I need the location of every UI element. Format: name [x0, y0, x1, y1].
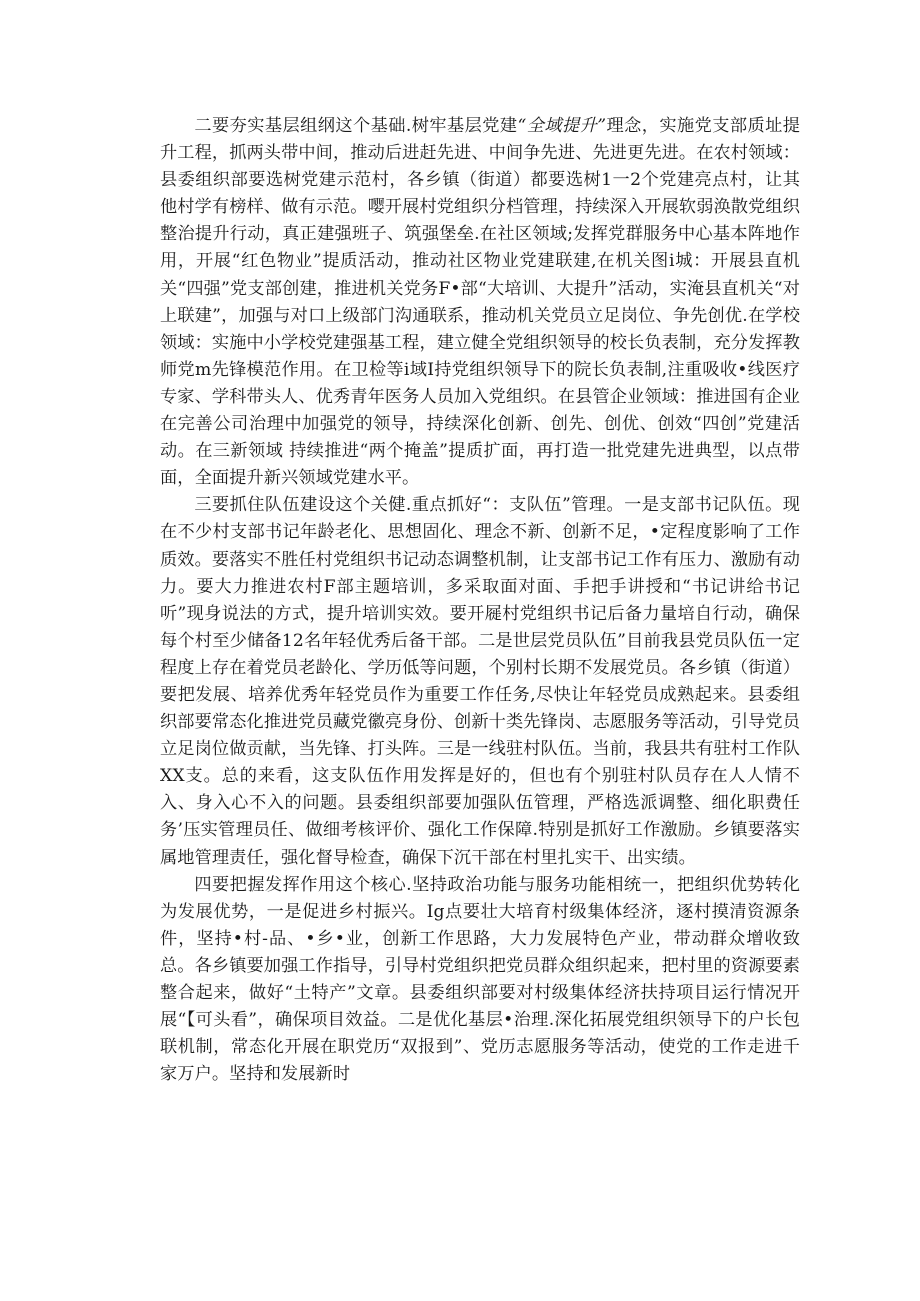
paragraph-core-role	[160, 872, 800, 1089]
paragraph-grassroots-organization	[160, 113, 800, 492]
paragraph-1-text-b: 理念，实施党支部质址提升工程，抓两头带中间，推动后进赶先进、中间争先进、先进更先进。在农村领域：县委组织部要选树党建示范村，各乡镇（街道）都要选树1一2个党建亮点村，让其他村学有榜样、做有示范。嘤开展村党组织分档管理，持续深入开展软弱涣散党组织整治提升行动，真正建强班子、筑强堡垒.在社区领域;发挥党群服务中心基本阵地作用，开展“红色物业”提质活动，推动社区物业党建联建,在机关图i城：开展县直机关“四强”党支部创建，推进机关党务F•部“大培训、大提升”活动，实淹县直机关“对上联建”，加强与对口上级部门沟通联系，推动机关党员立足岗位、争先创优.在学校领域：实施中小学校党建强基工程，建立健全党组织领导的校长负表制，充分发挥教师党m先锋模范作用。在卫检等i域I持党组织领导下的院长负表制,注重吸收•线医疗专家、学科带头人、优秀青年医务人员加入党组织。在县管企业领域：推进国有企业在完善公司治理中加强党的领导，持续深化创新、创先、创优、创效“四创”党建活动。在三新领域 持续推进“两个掩盖”提质扩面，再打造一批党建先进典型，以点带面，全面提升新兴领域党建水平。	[160, 116, 800, 489]
paragraph-1-emphasis: “全域提升”	[517, 116, 607, 136]
paragraph-3-text: 四要把握发挥作用这个核心.坚持政治功能与服务功能相统一，把组织优势转化为发展优势，一是促进乡村振兴。Ig点要壮大培育村级集体经济，逐村摸清资源条件，坚持•村-品、•乡•业，创新工作思路，大力发展特色产业，带动群众增收致总。各乡镇要加强工作指导，引导村党组织把党员群众组织起来，把村里的资源要素整合起来，做好“土特产”文章。县委组织部要对村级集体经济扶持项目运行情况开展“【可头看”，确保项目效益。二是优化基层•治理.深化拓展党组织领导下的户长包联机制，常态化开展在职党历“双报到”、党历志愿服务等活动，使党的工作走进千家万户。坚持和发展新时	[160, 874, 800, 1085]
document-body	[160, 113, 800, 1088]
paragraph-2-text: 三要抓住队伍建设这个关健.重点抓好“：支队伍”管理。一是支部书记队伍。现在不少村支部书记年龄老化、思想固化、理念不新、创新不足，•定程度影响了工作质效。要落实不胜任村党组织书记动态调整机制，让支部书记工作有压力、激励有动力。要大力推进农村F部主题培训，多采取面对面、手把手讲授和“书记讲给书记听”现身说法的方式，提升培训实效。要开屣村党组织书记后备力量培自行动，确保每个村至少储备12名年轻优秀后备干部。二是世层党员队伍”目前我县党员队伍一定程度上存在着党员老龄化、学历低等问题，个别村长期不发展党员。各乡镇（街道）要把发展、培养优秀年轻党员作为重要工作任务,尽快让年轻党员成熟起来。县委组织部要常态化推进党员藏党徽亮身份、创新十类先锋岗、志愿服务等活动，引导党员立足岗位做贡献，当先锋、打头阵。三是一线驻村队伍。当前，我县共有驻村工作队XX支。总的来看，这支队伍作用发挥是好的，但也有个别驻村队员存在人人情不入、身入心不入的问题。县委组织部要加强队伍管理，严格选派调整、细化职费任务’压实管理员任、做细考核评价、强化工作保障.特别是抓好工作激励。乡镇要落实属地管理责任，强化督导检查，确保下沉干部在村里扎实干、出实绩。	[160, 495, 800, 868]
paragraph-team-building	[160, 492, 800, 871]
paragraph-1-text-a: 二要夯实基层组纲这个基础.树牢基层党建	[194, 116, 518, 136]
